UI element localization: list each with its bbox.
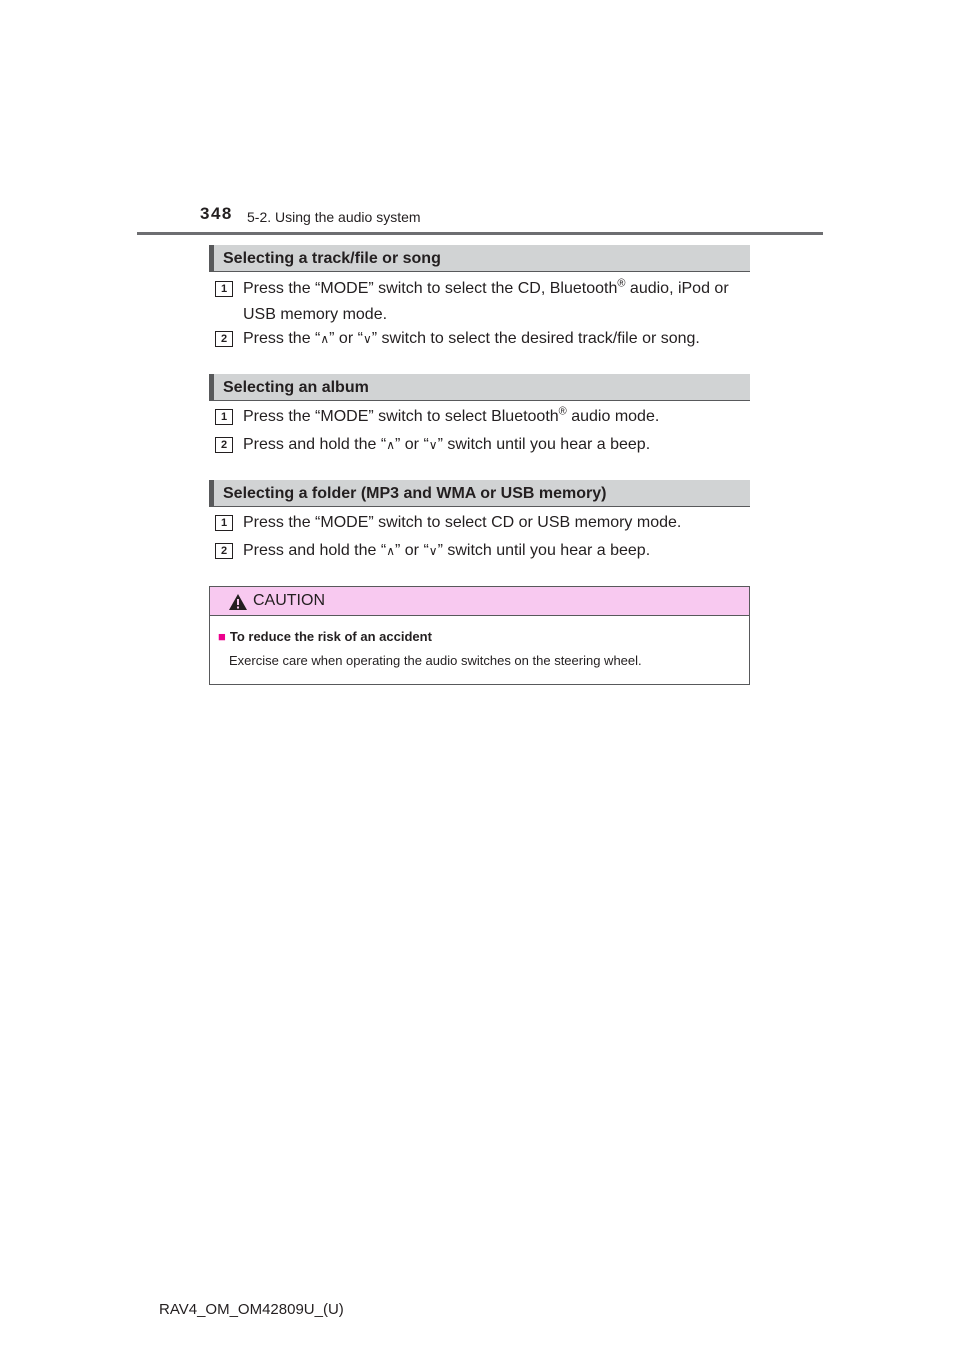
down-switch-symbol: ∨ (362, 332, 372, 346)
down-switch-symbol: ∨ (428, 438, 438, 452)
step-number: 1 (215, 409, 233, 425)
step-text: Press the “∧” or “∨” switch to select the desired track/file or song. (243, 330, 700, 347)
page-header (0, 0, 960, 240)
step-number: 1 (215, 281, 233, 297)
section-title: 5-2. Using the audio system (247, 209, 421, 225)
caution-header (210, 587, 749, 616)
up-switch-symbol: ∧ (320, 332, 330, 346)
caution-title: ■ To reduce the risk of an accident (218, 629, 432, 644)
warning-triangle-icon (228, 593, 248, 611)
section-heading-folder: Selecting a folder (MP3 and WMA or USB memory) (209, 480, 750, 507)
header-rule (137, 232, 823, 235)
step-number: 2 (215, 331, 233, 347)
caution-text: Exercise care when operating the audio switches on the steering wheel. (229, 653, 642, 668)
caution-label: CAUTION (253, 592, 325, 609)
caution-box (209, 586, 750, 685)
page-number: 348 (200, 204, 233, 223)
section-heading-track: Selecting a track/file or song (209, 245, 750, 272)
up-switch-symbol: ∧ (386, 544, 395, 558)
section-heading-album: Selecting an album (209, 374, 750, 401)
step-number: 2 (215, 543, 233, 559)
up-switch-symbol: ∧ (386, 438, 395, 452)
step-number: 2 (215, 437, 233, 453)
step-text: Press and hold the “∧” or “∨” switch until you hear a beep. (243, 542, 651, 559)
down-switch-symbol: ∨ (428, 544, 438, 558)
step-text: Press and hold the “∧” or “∨” switch until you hear a beep. (243, 436, 651, 453)
step-text: Press the “MODE” switch to select Bluetooth® audio mode. (243, 405, 660, 425)
square-bullet-icon: ■ (218, 629, 226, 644)
step-number: 1 (215, 515, 233, 531)
step-text: Press the “MODE” switch to select CD or USB memory mode. (243, 514, 682, 531)
footer-doc-id: RAV4_OM_OM42809U_(U) (159, 1301, 344, 1318)
step-text: Press the “MODE” switch to select the CD, Bluetooth® audio, iPod or USB memory mode. (243, 277, 729, 323)
